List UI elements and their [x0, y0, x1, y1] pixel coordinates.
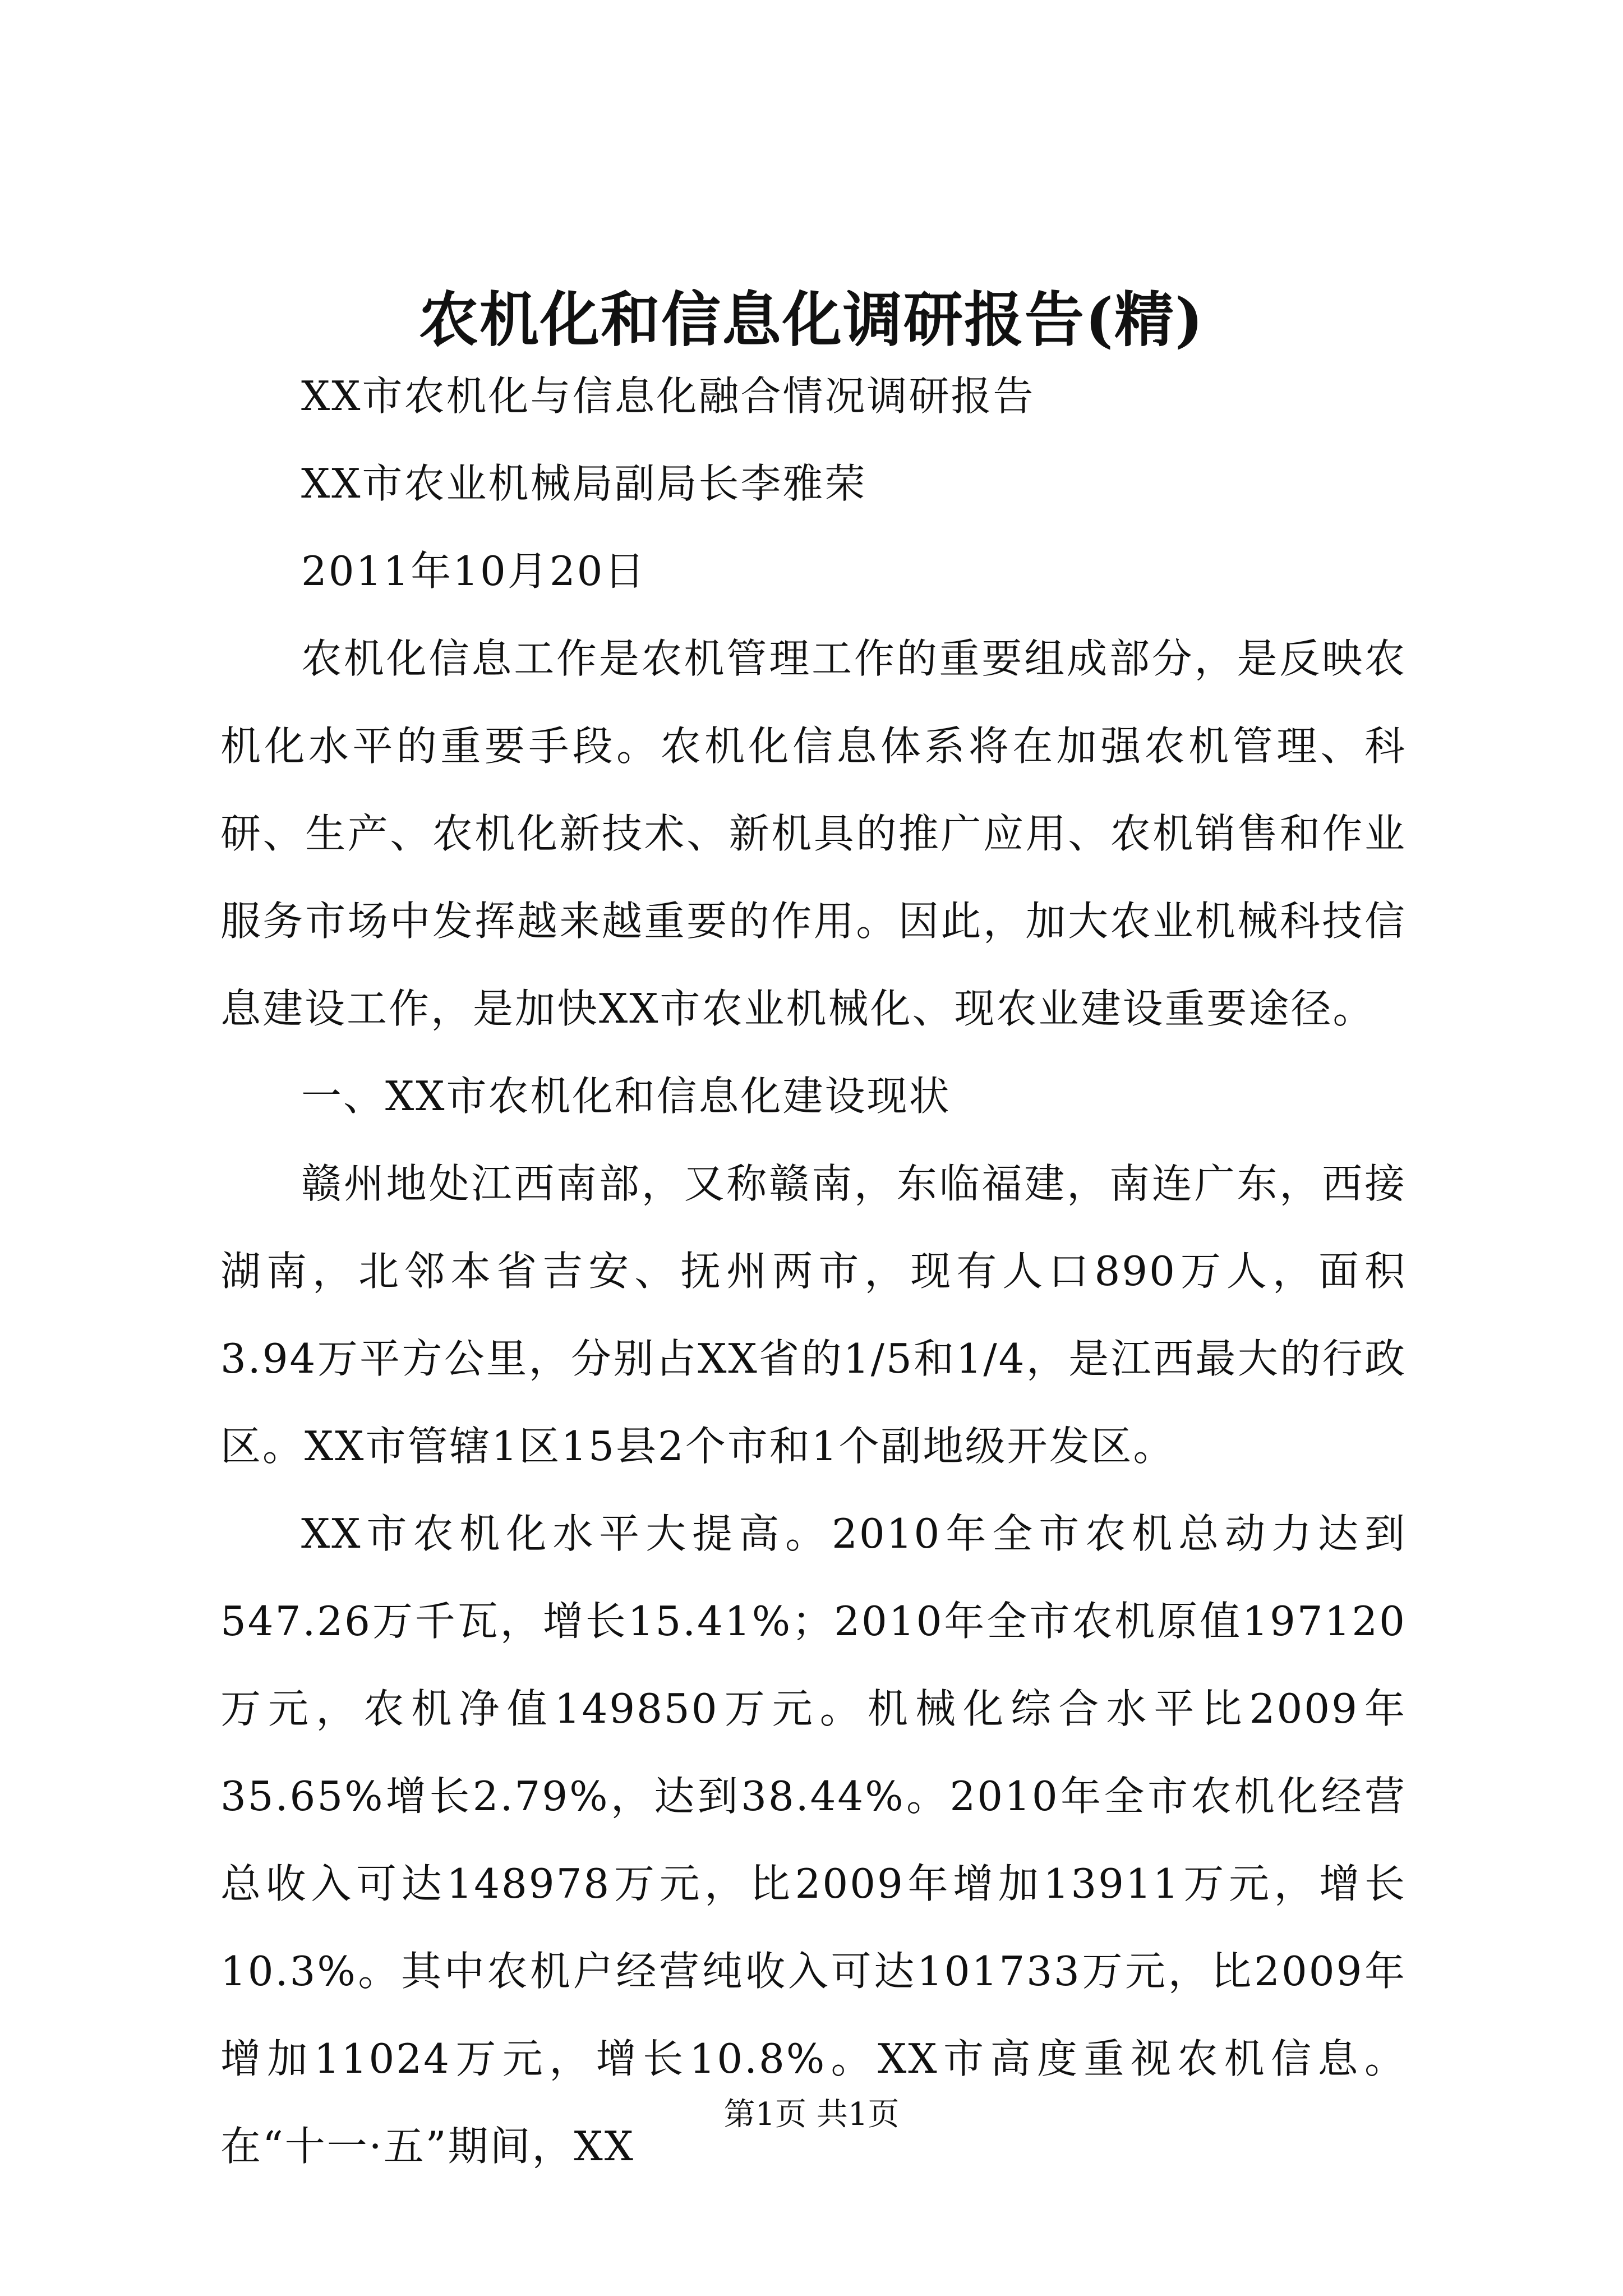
- body-paragraph: 赣州地处江西南部，又称赣南，东临福建，南连广东，西接湖南，北邻本省吉安、抚州两市，现有人口890万人，面积3.94万平方公里，分别占XX省的1/5和1/4，是江西最大的行政区。XX市管辖1区15县2个市和1个副地级开发区。: [220, 1160, 1407, 1470]
- report-date: 2011年10月20日: [301, 547, 647, 595]
- report-subtitle: XX市农机化与信息化融合情况调研报告: [301, 372, 1035, 420]
- section-heading: 一、XX市农机化和信息化建设现状: [301, 1073, 951, 1120]
- report-author: XX市农业机械局副局长李雅荣: [301, 460, 867, 507]
- body-paragraph: XX市农机化水平大提高。2010年全市农机总动力达到547.26万千瓦，增长15.41%；2010年全市农机原值197120万元，农机净值149850万元。机械化综合水平比2009年35.65%增长2.79%，达到38.44%。2010年全市农机化经营总收入可达148978万元，比2009年增加13911万元，增长10.3%。其中农机户经营纯收入可达101733万元，比2009年增加11024万元，增长10.8%。XX市高度重视农机信息。在“十一·五”期间，XX: [220, 1510, 1407, 2170]
- body-paragraph: 农机化信息工作是农机管理工作的重要组成部分，是反映农机化水平的重要手段。农机化信息体系将在加强农机管理、科研、生产、农机化新技术、新机具的推广应用、农机销售和作业服务市场中发挥越来越重要的作用。因此，加大农业机械科技信息建设工作，是加快XX市农业机械化、现农业建设重要途径。: [220, 635, 1407, 1032]
- document-body: [220, 352, 1407, 2190]
- page-footer: 第1页 共1页: [723, 2096, 900, 2133]
- document-title: 农机化和信息化调研报告(精): [418, 284, 1205, 355]
